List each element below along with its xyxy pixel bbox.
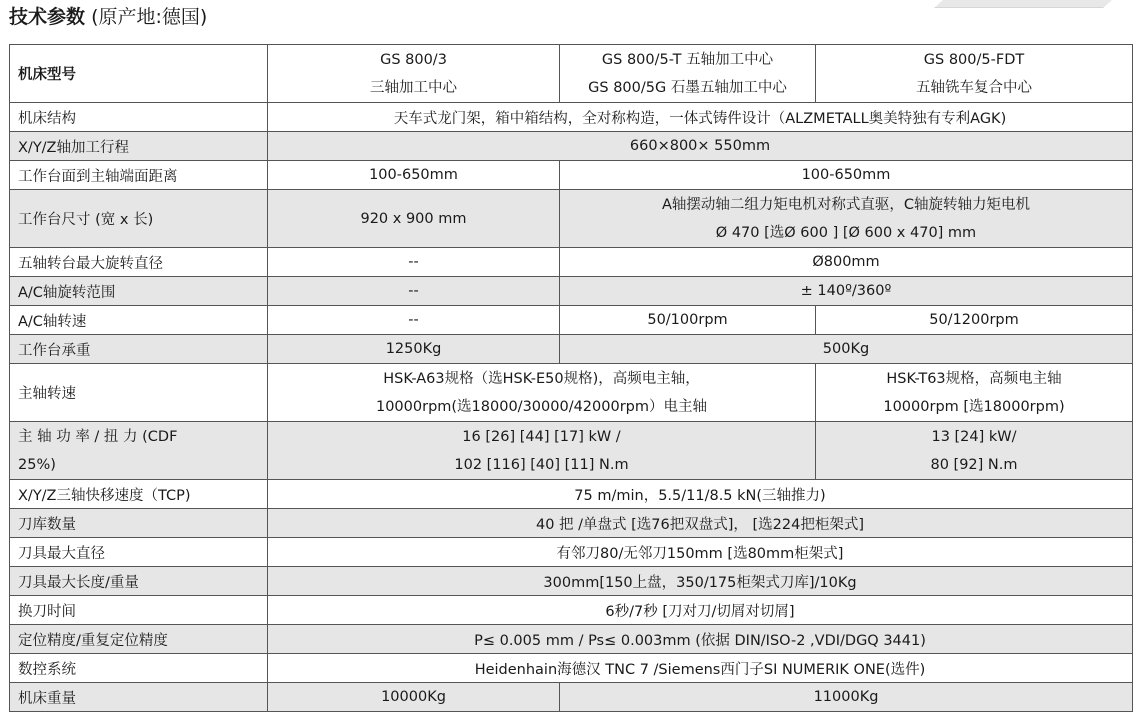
table-row (10, 480, 1133, 509)
row-value: 50/1200rpm (816, 306, 1133, 335)
row-value: 100-650mm (560, 161, 1133, 190)
row-value: P≤ 0.005 mm / Ps≤ 0.003mm (依据 DIN/ISO-2 ,VDI/DGQ 3441) (268, 625, 1133, 654)
row-value: 75 m/min，5.5/11/8.5 kN(三轴推力) (268, 480, 1133, 509)
row-label: 工作台承重 (10, 335, 268, 364)
row-label: X/Y/Z三轴快移速度（TCP) (10, 480, 268, 509)
row-value: -- (268, 277, 560, 306)
row-value: -- (268, 248, 560, 277)
row-label: 机床重量 (10, 683, 268, 712)
table-row (10, 277, 1133, 306)
row-value: 40 把 /单盘式 [选76把双盘式]， [选224把柜架式] (268, 509, 1133, 538)
table-row (10, 625, 1133, 654)
model-gs800-5t-5g: GS 800/5-T 五轴加工中心 GS 800/5G 石墨五轴加工中心 (560, 45, 816, 103)
row-label: 定位精度/重复定位精度 (10, 625, 268, 654)
table-row (10, 509, 1133, 538)
row-value: 16 [26] [44] [17] kW / 102 [116] [40] [11] N.m (268, 422, 816, 480)
row-label: A/C轴转速 (10, 306, 268, 335)
table-row (10, 422, 1133, 480)
row-label: 机床型号 (10, 45, 268, 103)
table-row (10, 567, 1133, 596)
row-label: 工作台尺寸 (宽 x 长) (10, 190, 268, 248)
table-row (10, 306, 1133, 335)
row-label: A/C轴旋转范围 (10, 277, 268, 306)
row-label: 五轴转台最大旋转直径 (10, 248, 268, 277)
row-value: A轴摆动轴二组力矩电机对称式直驱，C轴旋转轴力矩电机 Ø 470 [选Ø 600 ] [Ø 600 x 470] mm (560, 190, 1133, 248)
table-row (10, 654, 1133, 683)
model-gs800-3: GS 800/3 三轴加工中心 (268, 45, 560, 103)
row-value: 11000Kg (560, 683, 1133, 712)
corner-tab-decoration (934, 0, 1112, 8)
row-value: 500Kg (560, 335, 1133, 364)
row-label: 主 轴 功 率 / 扭 力 (CDF 25%) (10, 422, 268, 480)
row-value: 13 [24] kW/ 80 [92] N.m (816, 422, 1133, 480)
table-row (10, 132, 1133, 161)
row-value: 50/100rpm (560, 306, 816, 335)
row-label: 刀具最大直径 (10, 538, 268, 567)
table-row (10, 103, 1133, 132)
row-value: 6秒/7秒 [刀对刀/切屑对切屑] (268, 596, 1133, 625)
row-value: HSK-A63规格（选HSK-E50规格)，高频电主轴， 10000rpm(选18000/30000/42000rpm）电主轴 (268, 364, 816, 422)
table-row (10, 538, 1133, 567)
row-value: HSK-T63规格，高频电主轴 10000rpm [选18000rpm) (816, 364, 1133, 422)
row-value: Ø800mm (560, 248, 1133, 277)
table-row (10, 161, 1133, 190)
row-value: 10000Kg (268, 683, 560, 712)
table-row (10, 248, 1133, 277)
page-heading (9, 2, 207, 32)
table-row (10, 190, 1133, 248)
row-value: 天车式龙门架，箱中箱结构，全对称构造，一体式铸件设计（ALZMETALL奥美特独有专利AGK) (268, 103, 1133, 132)
row-value: 300mm[150上盘，350/175柜架式刀库]/10Kg (268, 567, 1133, 596)
heading-subtitle: (原产地:德国) (91, 6, 208, 28)
row-value: 有邻刀80/无邻刀150mm [选80mm柜架式] (268, 538, 1133, 567)
row-value: Heidenhain海德汉 TNC 7 /Siemens西门子SI NUMERIK ONE(选件) (268, 654, 1133, 683)
row-value: 920 x 900 mm (268, 190, 560, 248)
row-label: 刀具最大长度/重量 (10, 567, 268, 596)
row-value: ± 140º/360º (560, 277, 1133, 306)
row-label: 工作台面到主轴端面距离 (10, 161, 268, 190)
table-row (10, 364, 1133, 422)
table-row (10, 596, 1133, 625)
table-row (10, 335, 1133, 364)
row-value: 660×800× 550mm (268, 132, 1133, 161)
row-value: 100-650mm (268, 161, 560, 190)
row-label: 数控系统 (10, 654, 268, 683)
row-value: 1250Kg (268, 335, 560, 364)
table-row (10, 683, 1133, 712)
row-label: 机床结构 (10, 103, 268, 132)
row-label: 换刀时间 (10, 596, 268, 625)
model-gs800-5fdt: GS 800/5-FDT 五轴铣车复合中心 (816, 45, 1133, 103)
row-label: X/Y/Z轴加工行程 (10, 132, 268, 161)
row-label: 刀库数量 (10, 509, 268, 538)
row-label: 主轴转速 (10, 364, 268, 422)
spec-table (9, 44, 1133, 712)
row-value: -- (268, 306, 560, 335)
table-header-row (10, 45, 1133, 103)
heading-title: 技术参数 (9, 6, 86, 28)
